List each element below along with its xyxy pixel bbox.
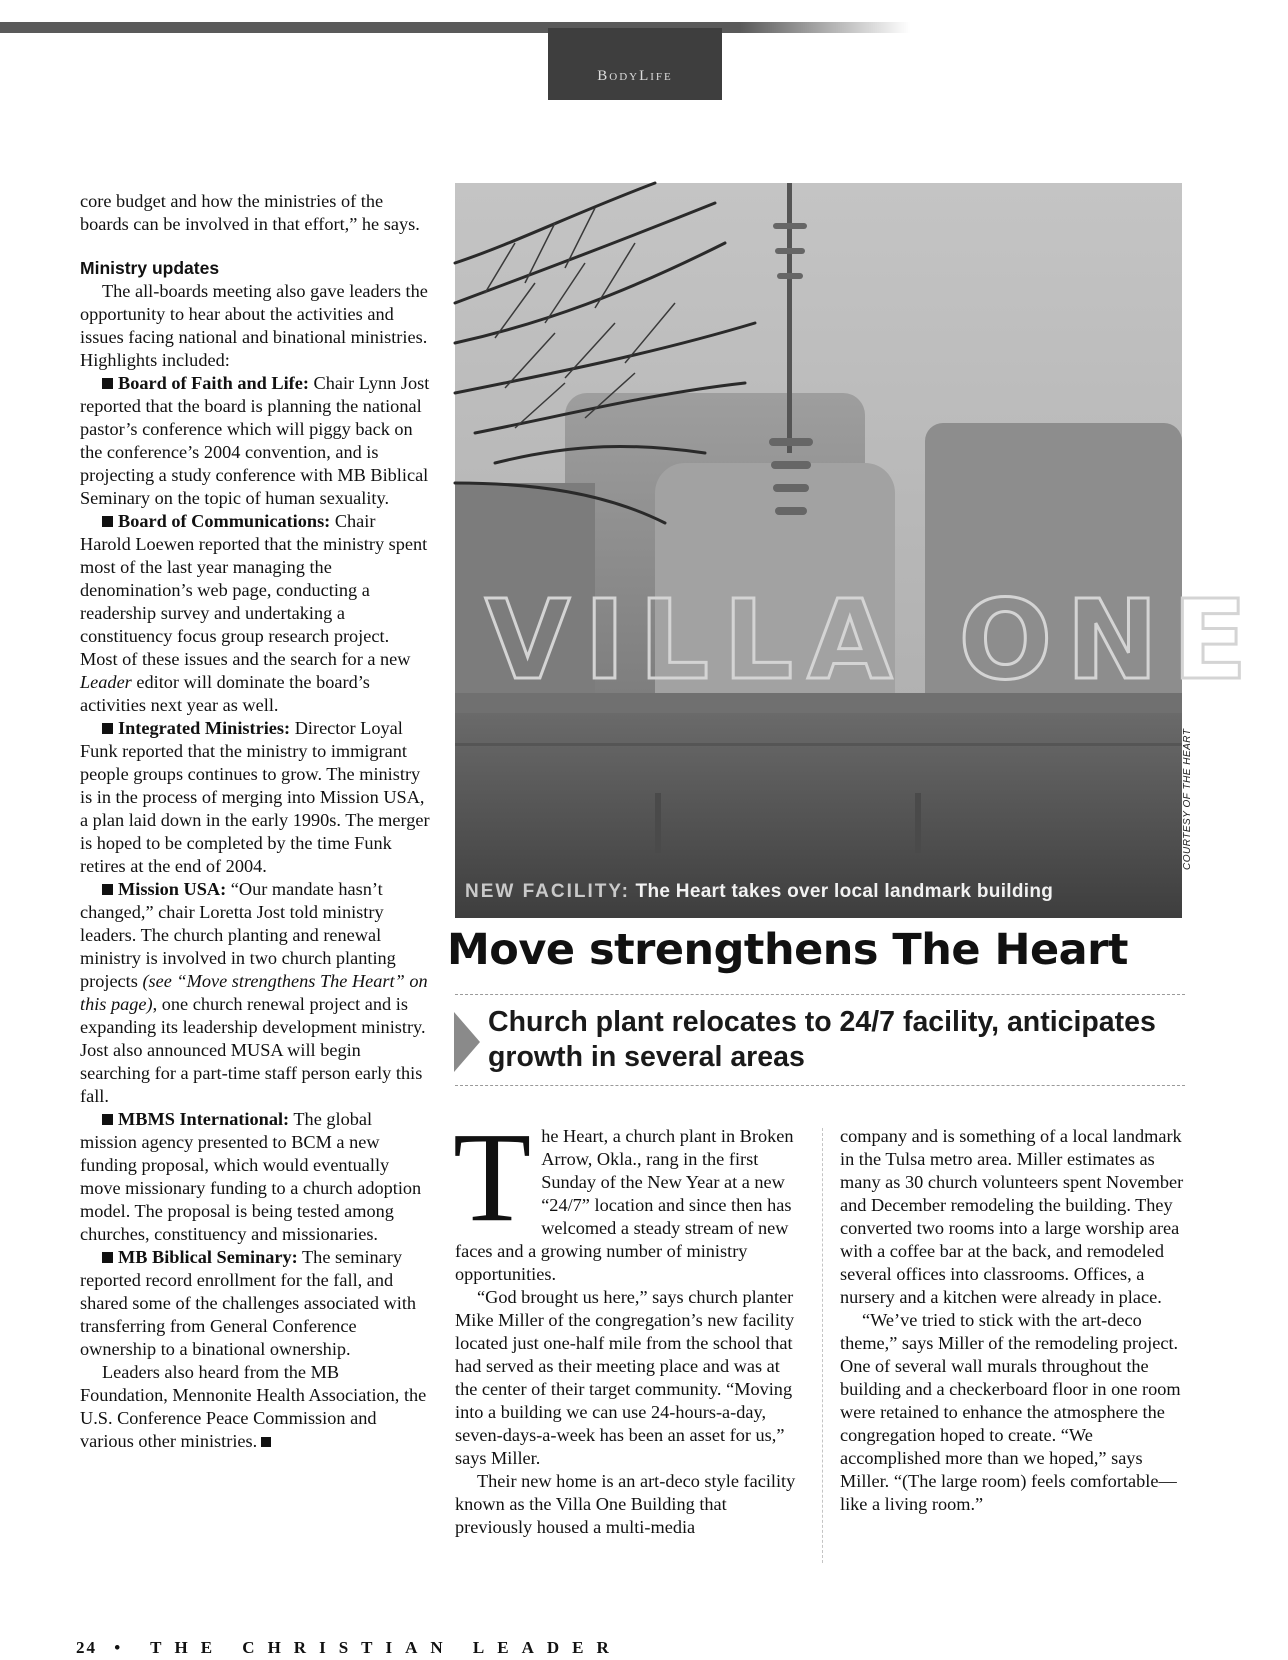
bullet-square-icon (102, 378, 113, 389)
photo-credit-text: COURTESY OF THE HEART (1182, 728, 1193, 870)
list-item (80, 717, 430, 878)
item-label: MB Biblical Seminary: (118, 1247, 298, 1267)
list-item (80, 878, 430, 1108)
item-label: Integrated Ministries: (118, 718, 291, 738)
list-item (80, 372, 430, 510)
closing-text: Leaders also heard from the MB Foundation, Mennonite Health Association, the U.S. Conference Peace Commission and various other ministries. (80, 1362, 427, 1451)
article-paragraph: Their new home is an art-deco style facility known as the Villa One Building that previously housed a multi-media (455, 1471, 796, 1537)
photo-credit (1182, 728, 1196, 870)
item-italic: Leader (80, 672, 132, 692)
deck-arrow-icon (454, 1012, 480, 1072)
item-label: Board of Communications: (118, 511, 331, 531)
list-item (80, 510, 430, 717)
item-text-after: , one church renewal project and is expanding its leadership development ministry. Jost also announced MUSA will begin searching for a part-time staff person early this fall. (80, 994, 426, 1106)
article-headline: Move strengthens The Heart (447, 925, 1128, 975)
article-column-1 (453, 1106, 805, 1539)
article-column-2 (840, 1125, 1190, 1516)
bullet-square-icon (102, 1252, 113, 1263)
end-mark-icon (261, 1437, 271, 1447)
page-footer (76, 1638, 622, 1658)
bullet-square-icon (102, 1114, 113, 1125)
item-label: Board of Faith and Life: (118, 373, 309, 393)
deck-rule-top (455, 994, 1185, 995)
article-paragraph: company and is something of a local landmark in the Tulsa metro area. Miller estimates as many as 30 church volunteers spent November and December remodeling the building. They converted two rooms into a large worship area with a coffee bar at the back, and remodeled several offices into classrooms. Offices, a nursery and a kitchen were already in place. (840, 1126, 1184, 1307)
magazine-name: • THE CHRISTIAN LEADER (114, 1638, 622, 1657)
item-text: Director Loyal Funk reported that the ministry to immigrant people groups continues to grow. The ministry is in the process of merging into Mission USA, a plan laid down in the early 1990s. The merger is hoped to be completed by the time Funk retires at the end of 2004. (80, 718, 430, 876)
item-text: “Our mandate hasn’t changed,” chair Loretta Jost told ministry leaders. The church planting and renewal ministry is involved in two church planting projects (80, 879, 396, 991)
header-rule-fade (740, 22, 910, 33)
item-text-after: editor will dominate the board’s activities next year as well. (80, 672, 370, 715)
subhead-ministry-updates: Ministry updates (80, 258, 220, 278)
page-number: 24 (76, 1638, 97, 1657)
article-lead-paragraph (453, 1106, 805, 1286)
list-item (80, 1108, 430, 1246)
intro-continued: core budget and how the ministries of the boards can be involved in that effort,” he says. (80, 191, 420, 234)
lead-paragraph: The all-boards meeting also gave leaders the opportunity to hear about the activities and issues facing national and binational ministries. Highlights included: (80, 281, 428, 370)
left-column (80, 190, 430, 1453)
caption-text: The Heart takes over local landmark building (629, 881, 1054, 902)
item-label: MBMS International: (118, 1109, 290, 1129)
article-paragraph: “God brought us here,” says church planter Mike Miller of the congregation’s new facility located just one-half mile from the school that had served as their meeting place and was at the center of their target community. “Moving into a building we can use 24-hours-a-day, seven-days-a-week has been an asset for us,” says Miller. (455, 1287, 795, 1468)
list-item (80, 1246, 430, 1361)
item-italic: (see “Move strengthens The Heart” on this page) (80, 971, 428, 1014)
article-deck: Church plant relocates to 24/7 facility, anticipates growth in several areas (488, 1006, 1156, 1073)
section-tab: BodyLife (548, 28, 722, 100)
item-text: The global mission agency presented to BCM a new funding proposal, which would eventually move missionary funding to a church adoption model. The proposal is being tested among churches, constituency and missionaries. (80, 1109, 422, 1244)
deck-rule-bottom (455, 1085, 1185, 1086)
closing-paragraph (80, 1361, 430, 1453)
item-text: Chair Lynn Jost reported that the board is planning the national pastor’s conference which will piggy back on the conference’s 2004 convention, and is projecting a study conference with MB Biblical Seminary on the topic of human sexuality. (80, 373, 430, 508)
item-text: The seminary reported record enrollment for the fall, and shared some of the challenges associated with transferring from General Conference ownership to a binational ownership. (80, 1247, 417, 1359)
article-paragraph: “We’ve tried to stick with the art-deco theme,” says Miller of the remodeling project. One of several wall murals throughout the building and a checkerboard floor in one room were retained to enhance the atmosphere the congregation hoped to create. “We accomplished more than we hoped,” says Miller. “(The large room) feels comfortable—like a living room.” (840, 1310, 1181, 1514)
item-label: Mission USA: (118, 879, 227, 899)
bullet-square-icon (102, 884, 113, 895)
column-divider (822, 1128, 823, 1563)
lead-text: he Heart, a church plant in Broken Arrow, Okla., rang in the first Sunday of the New Year at a new “24/7” location and since then has welcomed a steady stream of new faces and a growing number of ministry opportunities. (455, 1126, 794, 1284)
item-text: Chair Harold Loewen reported that the ministry spent most of the last year managing the denomination’s web page, conducting a readership survey and undertaking a constituency focus group research project. Most of these issues and the search for a new (80, 511, 428, 669)
sign-lettering: VILLA ONE (485, 576, 1262, 704)
bullet-square-icon (102, 723, 113, 734)
photo-caption (465, 881, 1053, 903)
caption-label: NEW FACILITY: (465, 881, 630, 902)
bullet-square-icon (102, 516, 113, 527)
drop-cap: T (453, 1106, 532, 1248)
